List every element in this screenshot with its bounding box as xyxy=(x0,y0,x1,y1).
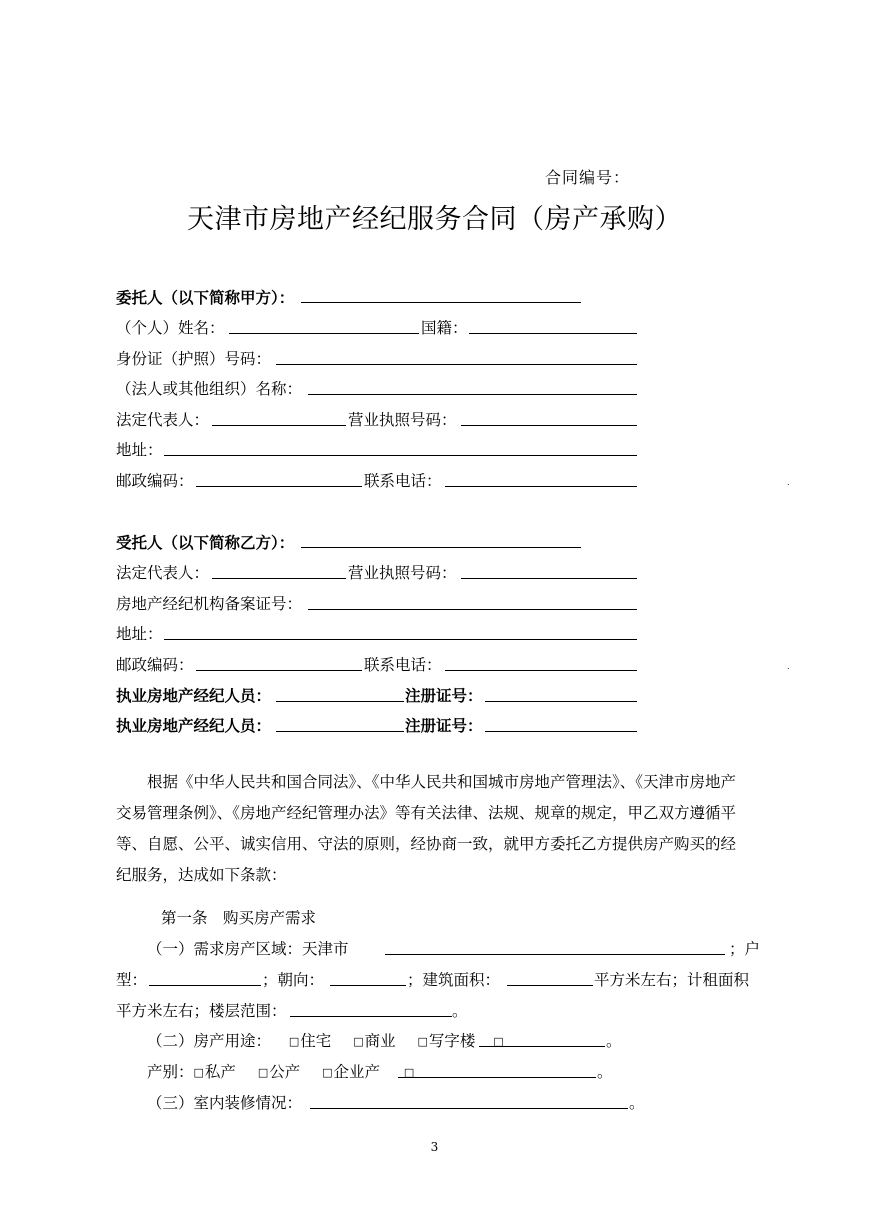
checkbox-other-ownership[interactable]: □ xyxy=(403,1066,415,1079)
other-ownership-field[interactable] xyxy=(398,1077,596,1078)
id-number-label: 身份证（护照）号码： xyxy=(116,350,272,368)
ownership-option-public: 公产 xyxy=(269,1063,301,1081)
use-option-commercial: 商业 xyxy=(364,1032,396,1050)
org-name-label: （法人或其他组织）名称： xyxy=(116,380,303,398)
nationality-label: 国籍： xyxy=(421,319,468,337)
layout-end-text: ；户 xyxy=(729,940,761,958)
build-area-unit: 平方米左右；计租面积 xyxy=(594,971,750,989)
ownership-option-enterprise: 企业产 xyxy=(333,1063,381,1081)
party-a-legal-rep-label: 法定代表人： xyxy=(116,411,210,429)
party-a-address-label: 地址： xyxy=(116,441,163,459)
party-a-phone-field[interactable] xyxy=(445,486,637,487)
article-1-heading: 第一条 购买房产需求 xyxy=(161,909,317,927)
party-b-phone-label: 联系电话： xyxy=(364,656,442,674)
party-a-phone-label: 联系电话： xyxy=(364,472,442,490)
agent-2-reg-label: 注册证号： xyxy=(405,717,483,735)
use-period: 。 xyxy=(606,1032,622,1050)
agent-1-label: 执业房地产经纪人员： xyxy=(116,687,272,705)
build-area-label: ；建筑面积： xyxy=(407,971,501,989)
agency-record-label: 房地产经纪机构备案证号： xyxy=(116,595,303,613)
personal-name-label: （个人）姓名： xyxy=(116,319,225,337)
id-number-field[interactable] xyxy=(276,364,637,365)
orientation-field[interactable] xyxy=(330,985,406,986)
checkbox-residential[interactable]: □ xyxy=(288,1035,300,1048)
layout-field[interactable] xyxy=(149,985,261,986)
agent-2-field[interactable] xyxy=(276,731,404,732)
agent-2-reg-field[interactable] xyxy=(485,731,637,732)
party-b-postcode-label: 邮政编码： xyxy=(116,656,194,674)
ownership-row xyxy=(147,1060,415,1082)
margin-dot: . xyxy=(787,662,790,671)
floor-range-field[interactable] xyxy=(290,1016,452,1017)
org-name-field[interactable] xyxy=(308,394,637,395)
party-a-heading: 委托人（以下简称甲方）： xyxy=(116,289,295,307)
contract-number-label: 合同编号： xyxy=(545,168,631,187)
build-area-field[interactable] xyxy=(507,985,593,986)
checkbox-enterprise[interactable]: □ xyxy=(322,1066,333,1079)
personal-name-field[interactable] xyxy=(229,333,419,334)
party-b-postcode-field[interactable] xyxy=(196,670,362,671)
party-b-address-field[interactable] xyxy=(164,639,637,640)
party-a-postcode-label: 邮政编码： xyxy=(116,472,194,490)
agent-1-reg-field[interactable] xyxy=(485,701,637,702)
use-option-office: 写字楼 xyxy=(428,1032,476,1050)
preamble-line: 交易管理条例》、《房地产经纪管理办法》等有关法律、法规、规章的规定，甲乙双方遵循平 xyxy=(116,804,737,822)
preamble-paragraph xyxy=(116,767,762,891)
party-b-phone-field[interactable] xyxy=(445,670,637,671)
party-a-legal-rep-field[interactable] xyxy=(212,425,346,426)
checkbox-commercial[interactable]: □ xyxy=(353,1035,364,1048)
rent-area-unit: 平方米左右；楼层范围： xyxy=(116,1002,287,1020)
party-a-postcode-field[interactable] xyxy=(196,486,362,487)
party-b-address-label: 地址： xyxy=(116,625,163,643)
checkbox-other-use[interactable]: □ xyxy=(493,1035,504,1048)
preamble-line: 纪服务，达成如下条款： xyxy=(116,866,287,884)
checkbox-private[interactable]: □ xyxy=(193,1066,204,1079)
party-a-address-field[interactable] xyxy=(164,455,637,456)
use-label: （二）房产用途： xyxy=(147,1032,272,1050)
decoration-period: 。 xyxy=(629,1094,645,1112)
party-b-license-label: 营业执照号码： xyxy=(348,564,457,582)
party-b-legal-rep-field[interactable] xyxy=(212,578,346,579)
use-row xyxy=(147,1029,505,1051)
preamble-line: 根据《中华人民共和国合同法》、《中华人民共和国城市房地产管理法》、《天津市房地产 xyxy=(147,773,737,791)
decoration-field[interactable] xyxy=(310,1108,628,1109)
decoration-label: （三）室内装修情况： xyxy=(147,1094,303,1112)
checkbox-public[interactable]: □ xyxy=(257,1066,269,1079)
nationality-field[interactable] xyxy=(469,333,637,334)
margin-dot: . xyxy=(787,478,790,487)
party-b-heading: 受托人（以下简称乙方）： xyxy=(116,534,295,552)
ownership-label: 产别： xyxy=(147,1063,194,1081)
orientation-label: ；朝向： xyxy=(262,971,325,989)
other-use-field[interactable] xyxy=(479,1046,605,1047)
party-b-legal-rep-label: 法定代表人： xyxy=(116,564,210,582)
agent-1-reg-label: 注册证号： xyxy=(405,687,483,705)
layout-label: 型： xyxy=(116,971,148,989)
agency-record-field[interactable] xyxy=(308,609,637,610)
ownership-option-private: 私产 xyxy=(204,1063,236,1081)
page-number: 3 xyxy=(430,1140,439,1154)
preamble-line: 等、自愿、公平、诚实信用、守法的原则，经协商一致，就甲方委托乙方提供房产购买的经 xyxy=(116,835,737,853)
party-b-name-field[interactable] xyxy=(301,547,581,548)
ownership-period: 。 xyxy=(597,1063,613,1081)
party-b-license-field[interactable] xyxy=(461,578,637,579)
area-label: （一）需求房产区域：天津市 xyxy=(147,940,349,958)
checkbox-office[interactable]: □ xyxy=(417,1035,428,1048)
page-title: 天津市房地产经纪服务合同（房产承购） xyxy=(187,204,682,235)
agent-2-label: 执业房地产经纪人员： xyxy=(116,717,272,735)
party-a-license-label: 营业执照号码： xyxy=(348,411,457,429)
use-option-residential: 住宅 xyxy=(300,1032,332,1050)
party-a-license-field[interactable] xyxy=(461,425,637,426)
party-a-name-field[interactable] xyxy=(301,302,581,303)
agent-1-field[interactable] xyxy=(276,701,404,702)
area-field[interactable] xyxy=(385,954,725,955)
floor-range-period: 。 xyxy=(452,1002,468,1020)
